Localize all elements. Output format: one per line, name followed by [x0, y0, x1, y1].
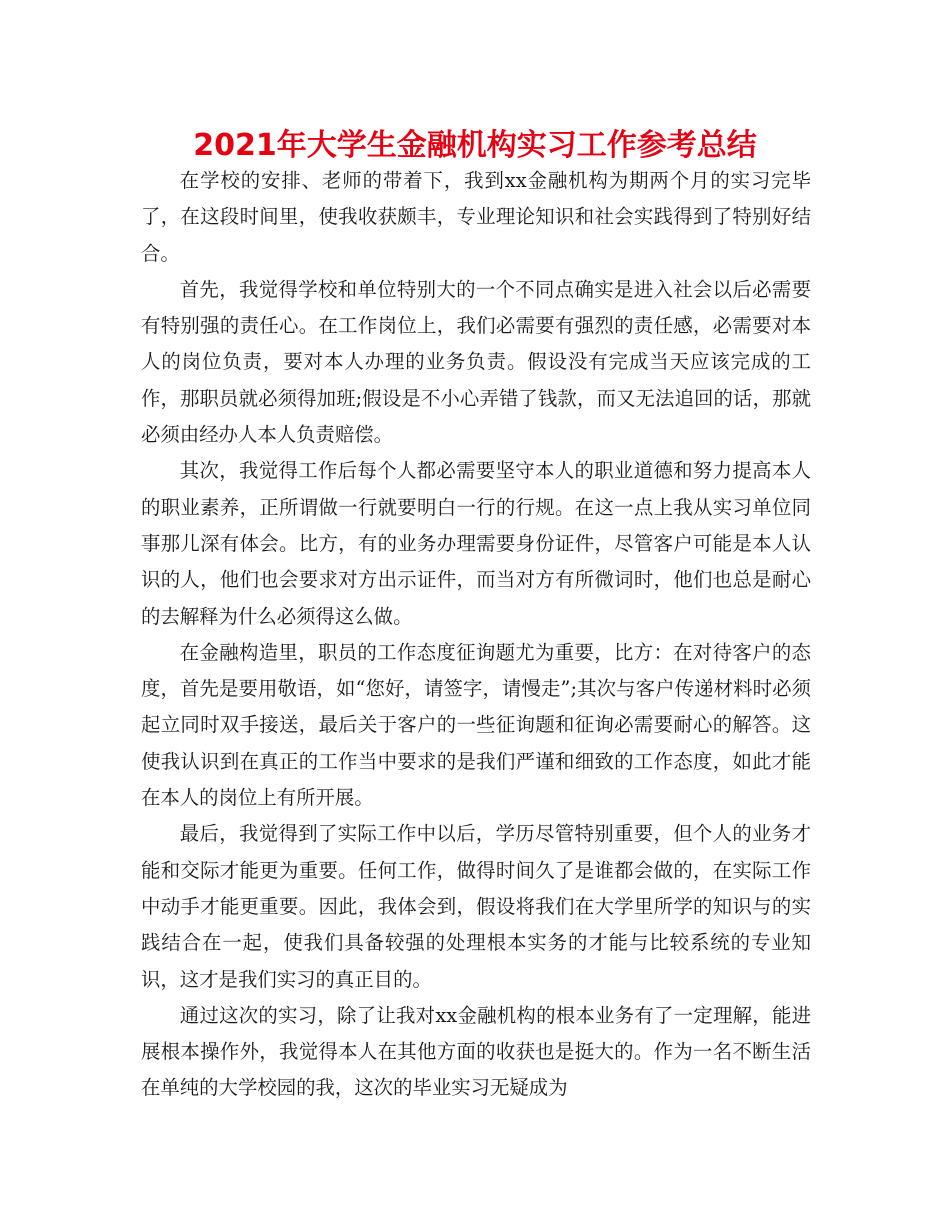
- paragraph-6: 通过这次的实习，除了让我对xx金融机构的根本业务有了一定理解，能进展根本操作外，我觉得本人在其他方面的收获也是挺大的。作为一名不断生活在单纯的大学校园的我，这次的毕业实习无疑成为: [141, 1003, 811, 1100]
- paragraph-4: 在金融构造里，职员的工作态度征询题尤为重要，比方：在对待客户的态度，首先是要用敬语，如“您好，请签字，请慢走”;其次与客户传递材料时必须起立同时双手接送，最后关于客户的一些征询题和征询必需要耐心的解答。这使我认识到在真正的工作当中要求的是我们严谨和细致的工作态度，如此才能在本人的岗位上有所开展。: [141, 640, 811, 810]
- paragraph-3: 其次，我觉得工作后每个人都必需要坚守本人的职业道德和努力提高本人的职业素养，正所谓做一行就要明白一行的行规。在这一点上我从实习单位同事那儿深有体会。比方，有的业务办理需要身份证件，尽管客户可能是本人认识的人，他们也会要求对方出示证件，而当对方有所微词时，他们也总是耐心的去解释为什么必须得这么做。: [141, 459, 811, 628]
- document-title: 2021年大学生金融机构实习工作参考总结: [193, 128, 757, 163]
- paragraph-1: 在学校的安排、老师的带着下，我到xx金融机构为期两个月的实习完毕了，在这段时间里，使我收获颇丰，专业理论知识和社会实践得到了特别好结合。: [141, 169, 811, 265]
- paragraph-2: 首先，我觉得学校和单位特别大的一个不同点确实是进入社会以后必需要有特别强的责任心。在工作岗位上，我们必需要有强烈的责任感，必需要对本人的岗位负责，要对本人办理的业务负责。假设没有完成当天应该完成的工作，那职员就必须得加班;假设是不小心弄错了钱款，而又无法追回的话，那就必须由经办人本人负责赔偿。: [141, 277, 811, 447]
- paragraph-5: 最后，我觉得到了实际工作中以后，学历尽管特别重要，但个人的业务才能和交际才能更为重要。任何工作，做得时间久了是谁都会做的，在实际工作中动手才能更重要。因此，我体会到，假设将我们在大学里所学的知识与的实践结合在一起，使我们具备较强的处理根本实务的才能与比较系统的专业知识，这才是我们实习的真正目的。: [141, 822, 811, 991]
- document-body: [141, 163, 811, 1107]
